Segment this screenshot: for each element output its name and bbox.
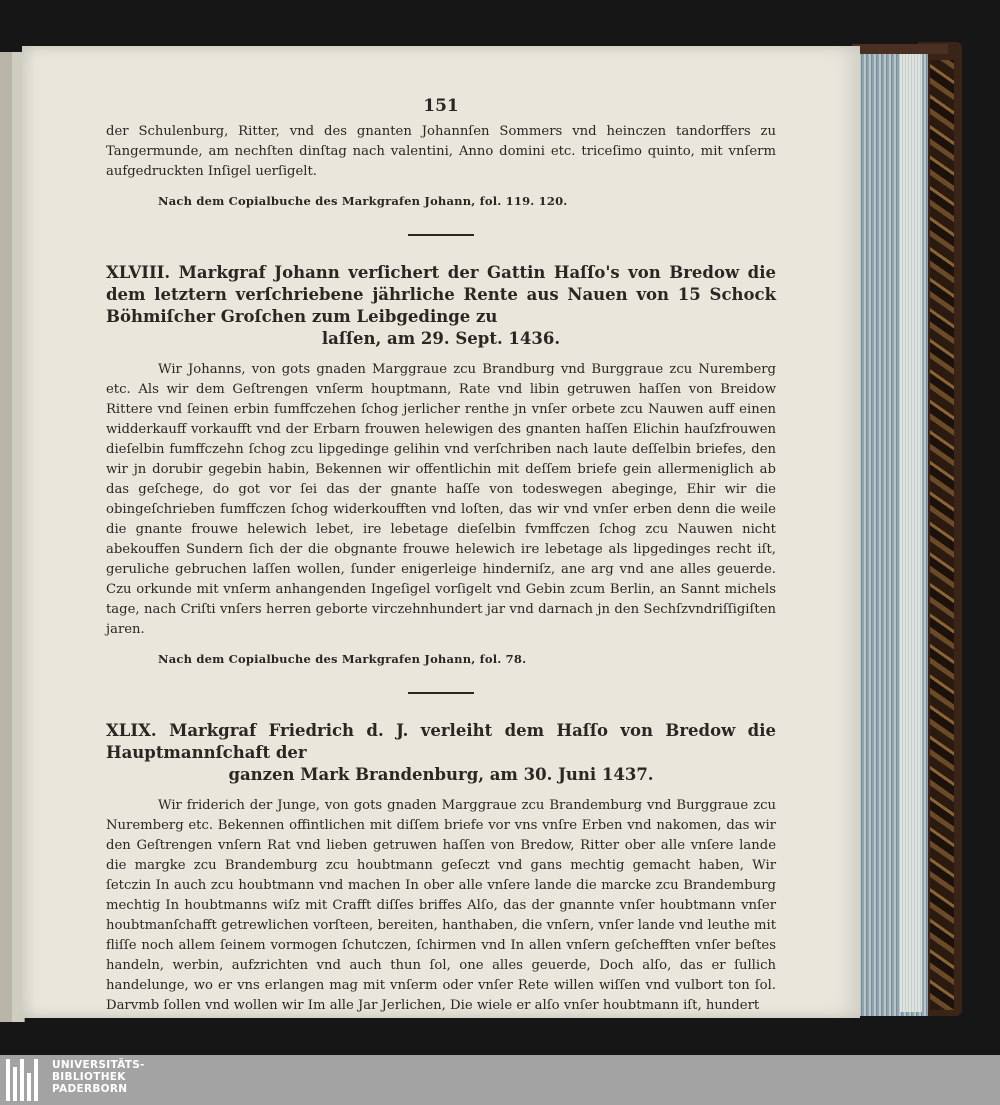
section-divider [408, 234, 474, 236]
section-body-49: Wir friderich der Junge, von gots gnaden Marggraue zcu Brandemburg vnd Burggraue zcu Nuremberg etc. Bekennen offintlichen mit diſſem briefe vor vns vnſre Erben vnd nakomen, das wir den Geſtrengen vnſern Rat vnd lieben getruwen haſſen von Bredow, Ritter ober alle vnſere lande die margke zcu Brandemburg zcu houbtmann geſeczt vnd gans mechtig gemacht haben, Wir ſetczin In auch zcu houbtmann vnd machen In ober alle vnſere lande die marcke zcu Brandemburg mechtig In houbtmanns wiſz mit Crafft diſſes briffes Alſo, das der gnannte vnſer houbtmann vnſer houbtmanſchafft getrewlichen vorſteen, bereiten, hanthaben, die vnſern, vnſer lande vnd leuthe mit fliſſe noch allem ſeinem vormogen ſchutczen, ſchirmen vnd In allen vnſern geſchefften vnſer beſtes handeln, werbin, aufzrichten vnd auch thun ſol, one alles geuerde, Doch alſo, das er ſullich handelunge, wo er vns erlangen mag mit vnſerm oder vnſer Rete willen wiſſen vnd vulbort ton ſol. Darvmb ſollen vnd wollen wir Im alle Jar Jerlichen, Die wiele er alſo vnſer houbtmann iſt, hundert [106, 798, 776, 1013]
page-edges-light [900, 50, 922, 1012]
section-heading-48 [106, 262, 776, 350]
section-title-end: laſſen, am 29. Sept. 1436. [321, 329, 561, 348]
book-spine-top [852, 44, 948, 54]
marbled-cover-edge [930, 60, 954, 1010]
library-name-line2: BIBLIOTHEK [52, 1071, 126, 1083]
section-title: Markgraf Johann verſichert der Gattin Haſſo's von Bredow die dem letztern verſchriebene jährliche Rente aus Nauen von 15 Schock Böhmiſcher Groſchen zum Leibgedinge zu [106, 263, 776, 326]
section-numeral: XLVIII. [106, 263, 171, 282]
section-heading-49 [106, 720, 776, 786]
library-name-line3: PADERBORN [52, 1083, 128, 1095]
book-page [22, 46, 860, 1018]
library-footer [0, 1055, 1000, 1105]
library-name-line1: UNIVERSITÄTS- [52, 1059, 145, 1071]
section-title: Markgraf Friedrich d. J. verleiht dem Haſſo von Bredow die Hauptmannſchaft der [106, 721, 776, 762]
source-citation-48: Nach dem Copialbuche des Markgrafen Johann, fol. 78. [158, 652, 527, 666]
section-numeral: XLIX. [106, 721, 157, 740]
section-divider [408, 692, 474, 694]
source-citation: Nach dem Copialbuche des Markgrafen Johann, fol. 119. 120. [158, 194, 568, 208]
left-page-shadow [0, 52, 12, 1022]
section-body-48: Wir Johanns, von gots gnaden Marggraue zcu Brandburg vnd Burggraue zcu Nuremberg etc. Als wir dem Geſtrengen vnſerm houptmann, Rate vnd libin getruwen haſſen von Breidow Rittere vnd ſeinen erbin fumffczehen ſchog jerlicher renthe jn vnſer orbete zcu Nauwen auff einen widderkauff vorkaufft vnd der Erbarn frouwen helewigen des gnanten haſſen Elichin hauſzfrouwen dieſelbin fumffczehn ſchog zcu lipgedinge gelihin vnd verſchriben nach laute deſſelbin briefes, den wir jn dorubir gegebin habin, Bekennen wir offentlichin mit deſſem briefe gein allermeniglich ab das geſchege, do got vor ſei das der gnante haſſe von todeswegen abeginge, Ehir wir die obingeſchrieben fumffczen ſchog widerkoufften vnd loſten, das wir vnd vnſer erben denn die weile die gnante frouwe helewich lebet, ire lebetage dieſelbin fvmffczen ſchog zcu Nauwen nicht abekouffen Sundern ſich der die obgnante frouwe helewich ire lebetage als lipgedinges recht iſt, geruliche gebruchen laſſen wollen, ſunder enigerleige hinderniſz, ane arg vnd ane alles geuerde. Czu orkunde mit vnſerm anhangenden Ingeſigel vorſigelt vnd Gebin zcum Berlin, an Sannt michels tage, nach Criſti vnſers herren geborte virczehnhundert jar vnd darnach jn den Sechſzvndriſſigiſten jaren. [106, 362, 776, 637]
section-title-end: ganzen Mark Brandenburg, am 30. Juni 1437. [228, 765, 654, 784]
page-number: 151 [423, 96, 459, 116]
previous-document-text: der Schulenburg, Ritter, vnd des gnanten Johannſen Sommers vnd heinczen tandorffers zu Tangermunde, am nechſten dinſtag nach valentini, Anno domini etc. triceſimo quinto, mit vnſerm aufgedruckten Inſigel uerſigelt. [106, 124, 776, 179]
library-name [52, 1059, 145, 1095]
page-content [106, 96, 776, 1016]
university-library-logo-icon [6, 1059, 48, 1101]
